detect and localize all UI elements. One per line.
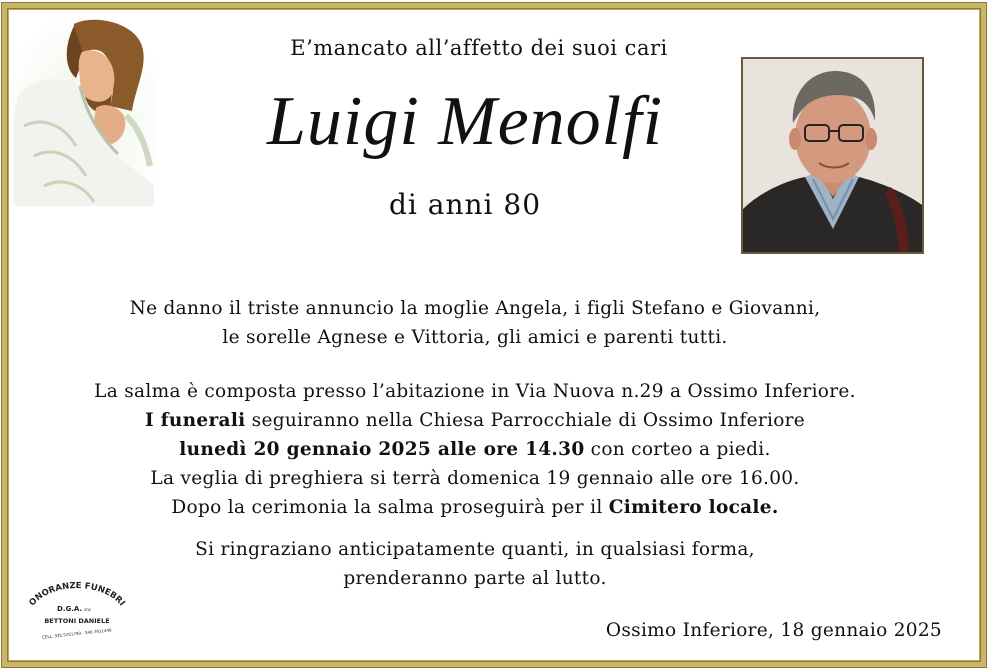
thanks-line: Si ringraziano anticipatamente quanti, in qualsiasi forma, [195, 539, 755, 560]
deceased-age: di anni 80 [388, 188, 542, 221]
thanks-text [0, 535, 950, 593]
logo-company-suffix: snc [84, 607, 91, 612]
family-announcement [0, 294, 950, 352]
family-line: le sorelle Agnese e Vittoria, gli amici e parenti tutti. [222, 327, 728, 348]
intro-text: E’mancato all’affetto dei suoi cari [290, 36, 668, 60]
procession-text: con corteo a piedi. [584, 439, 771, 460]
cemetery-name: Cimitero locale. [608, 497, 779, 518]
funeral-label: I funerali [144, 410, 246, 431]
deceased-name: Luigi Menolfi [266, 83, 664, 160]
logo-arc-text: ONORANZE FUNEBRI [27, 581, 127, 609]
funeral-date: lunedì 20 gennaio 2025 alle ore 14.30 [179, 439, 585, 460]
funeral-church-line [0, 406, 950, 435]
svg-text:D.G.A.snc [57, 605, 91, 613]
wake-location-line: La salma è composta presso l’abitazione in Via Nuova n.29 a Ossimo Inferiore. [94, 381, 856, 402]
family-line: Ne danno il triste annuncio la moglie Angela, i figli Stefano e Giovanni, [129, 298, 821, 319]
portrait-image [743, 59, 922, 252]
funeral-date-line [0, 435, 950, 464]
place-date: Ossimo Inferiore, 18 gennaio 2025 [605, 620, 942, 641]
deceased-portrait-photo [741, 57, 924, 254]
funeral-details [0, 377, 950, 522]
burial-text: Dopo la cerimonia la salma proseguirà per il [171, 497, 609, 518]
funeral-church-text: seguiranno nella Chiesa Parrocchiale di Ossimo Inferiore [245, 410, 806, 431]
thanks-line: prenderanno parte al lutto. [343, 568, 607, 589]
logo-phone: CELL. 335.5251793 - 340.7911446 [41, 627, 112, 640]
vigil-line: La veglia di preghiera si terrà domenica 19 gennaio alle ore 16.00. [150, 468, 800, 489]
logo-company: D.G.A. [57, 605, 83, 613]
funeral-home-logo [22, 578, 132, 648]
burial-line [0, 493, 950, 522]
logo-owner: BETTONI DANIELE [44, 617, 110, 625]
